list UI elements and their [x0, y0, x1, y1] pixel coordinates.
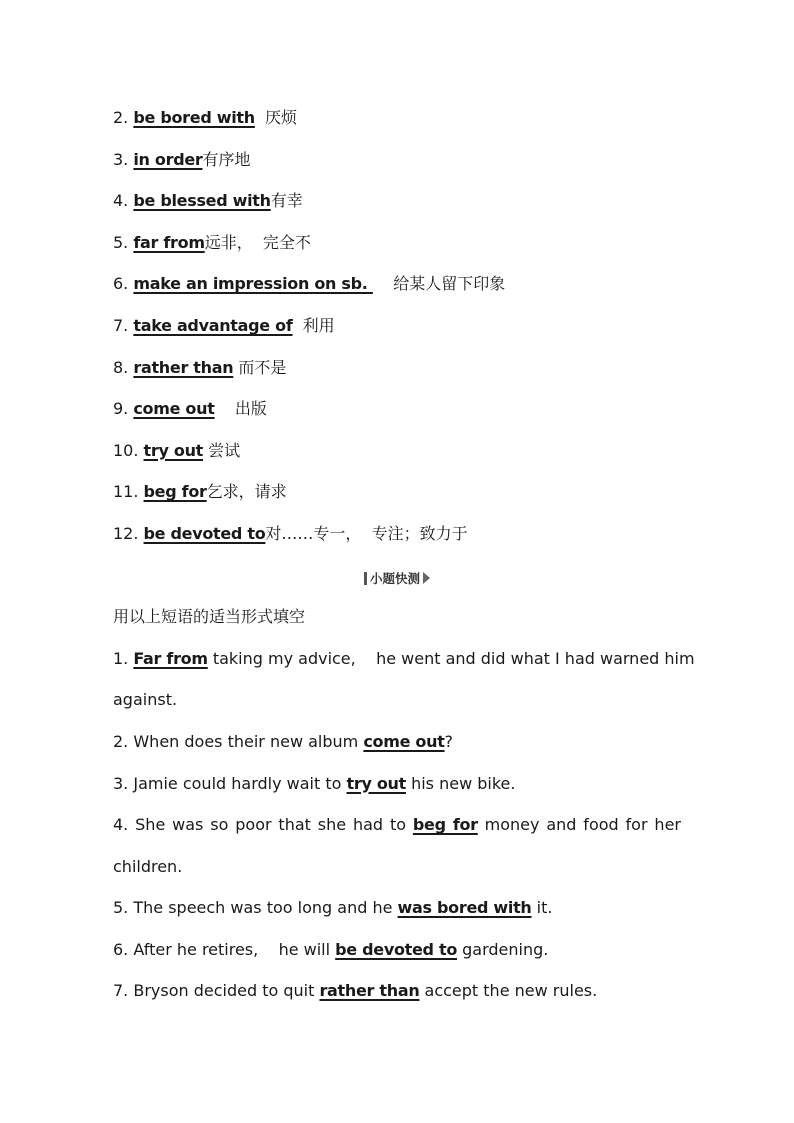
phrase-text: make an impression on sb. [133, 274, 373, 294]
phrase-item [113, 308, 681, 350]
page-content [113, 100, 695, 1015]
phrase-meaning: 乞求，请求 [206, 482, 287, 502]
phrase-meaning: 厌烦 [254, 108, 298, 127]
exercise-number: 4. [113, 815, 136, 835]
phrase-number: 10. [113, 440, 144, 460]
exercise-item [113, 932, 681, 974]
phrase-meaning: 出版 [214, 399, 267, 419]
exercise-number: 6. [113, 939, 134, 959]
phrase-meaning: 远非， 完全不 [204, 232, 311, 252]
phrase-text: try out [143, 440, 204, 460]
exercise-line [113, 807, 681, 849]
phrase-meaning: 尝试 [203, 440, 241, 460]
exercise-text: Bryson decided to quit [133, 981, 320, 1001]
phrase-meaning: 对……专一， 专注；致力于 [265, 523, 468, 543]
exercise-text: When does their new album [133, 731, 364, 751]
exercise-text: taking my advice, he went and did what I had warned him [207, 648, 695, 668]
phrase-item [113, 474, 681, 516]
phrase-number: 9. [113, 399, 134, 419]
exercise-continuation: against. [113, 690, 178, 710]
exercise-answer: be devoted to [335, 939, 458, 959]
phrase-text: come out [133, 399, 215, 419]
exercise-answer: Far from [133, 648, 208, 668]
instruction: 用以上短语的适当形式填空 [113, 607, 306, 627]
exercise-list [113, 641, 695, 1015]
exercise-item [113, 766, 681, 808]
phrase-item [113, 225, 681, 267]
exercise-line [113, 890, 681, 932]
phrase-number: 11. [113, 482, 144, 502]
section-title: 小题快测 [369, 571, 420, 587]
exercise-text: gardening. [457, 939, 549, 959]
bar-icon [364, 572, 367, 585]
phrase-number: 5. [113, 232, 134, 252]
exercise-number: 7. [113, 981, 134, 1001]
exercise-text: his new bike. [405, 773, 516, 793]
exercise-answer: come out [363, 731, 445, 751]
phrase-item [113, 350, 681, 392]
phrase-item [113, 433, 681, 475]
exercise-item [113, 890, 681, 932]
phrase-text: be bored with [133, 108, 255, 127]
phrase-text: rather than [133, 357, 234, 377]
phrase-item [113, 142, 681, 184]
exercise-answer: beg for [412, 815, 478, 835]
exercise-item [113, 724, 681, 766]
exercise-number: 5. [113, 898, 134, 918]
exercise-item [113, 807, 681, 890]
phrase-number: 4. [113, 191, 134, 211]
exercise-line [113, 724, 681, 766]
triangle-right-icon [423, 572, 430, 584]
exercise-line [113, 973, 681, 1015]
exercise-continuation: children. [113, 856, 183, 876]
phrase-meaning: 有幸 [270, 191, 303, 211]
phrase-number: 6. [113, 274, 134, 294]
phrase-text: take advantage of [133, 315, 293, 335]
exercise-text: Jamie could hardly wait to [133, 773, 347, 793]
phrase-item [113, 266, 681, 308]
phrase-text: beg for [143, 482, 207, 502]
phrase-text: be blessed with [133, 191, 271, 211]
exercise-line [113, 932, 681, 974]
exercise-number: 3. [113, 773, 134, 793]
exercise-answer: rather than [319, 981, 420, 1001]
phrase-number: 3. [113, 149, 134, 169]
exercise-text: She was so poor that she had to [135, 815, 413, 835]
exercise-number: 1. [113, 648, 134, 668]
exercise-line [113, 766, 681, 808]
phrase-item [113, 516, 681, 558]
section-badge [364, 569, 430, 587]
section-header [113, 558, 681, 600]
exercise-text: money and food for her [477, 815, 681, 835]
phrase-number: 7. [113, 315, 134, 335]
phrase-text: in order [133, 149, 203, 169]
exercise-text: ? [444, 731, 454, 751]
phrase-meaning: 而不是 [233, 357, 287, 377]
exercise-item [113, 973, 681, 1015]
phrase-list [113, 100, 681, 558]
phrase-item [113, 100, 681, 142]
exercise-line [113, 641, 695, 683]
phrase-item [113, 183, 681, 225]
exercise-text: it. [531, 898, 553, 918]
phrase-item [113, 391, 681, 433]
phrase-text: far from [133, 232, 205, 252]
phrase-meaning: 有序地 [202, 149, 251, 169]
phrase-number: 8. [113, 357, 134, 377]
phrase-meaning: 利用 [292, 315, 335, 335]
phrase-meaning: 给某人留下印象 [372, 274, 506, 294]
phrase-text: be devoted to [143, 523, 266, 543]
exercise-text: After he retires, he will [133, 939, 336, 959]
exercise-number: 2. [113, 731, 134, 751]
phrase-number: 2. [113, 108, 134, 127]
phrase-number: 12. [113, 523, 144, 543]
exercise-answer: try out [346, 773, 406, 793]
exercise-text: The speech was too long and he [133, 898, 398, 918]
exercise-text: accept the new rules. [419, 981, 598, 1001]
exercise-answer: was bored with [397, 898, 532, 918]
exercise-item [113, 641, 695, 724]
